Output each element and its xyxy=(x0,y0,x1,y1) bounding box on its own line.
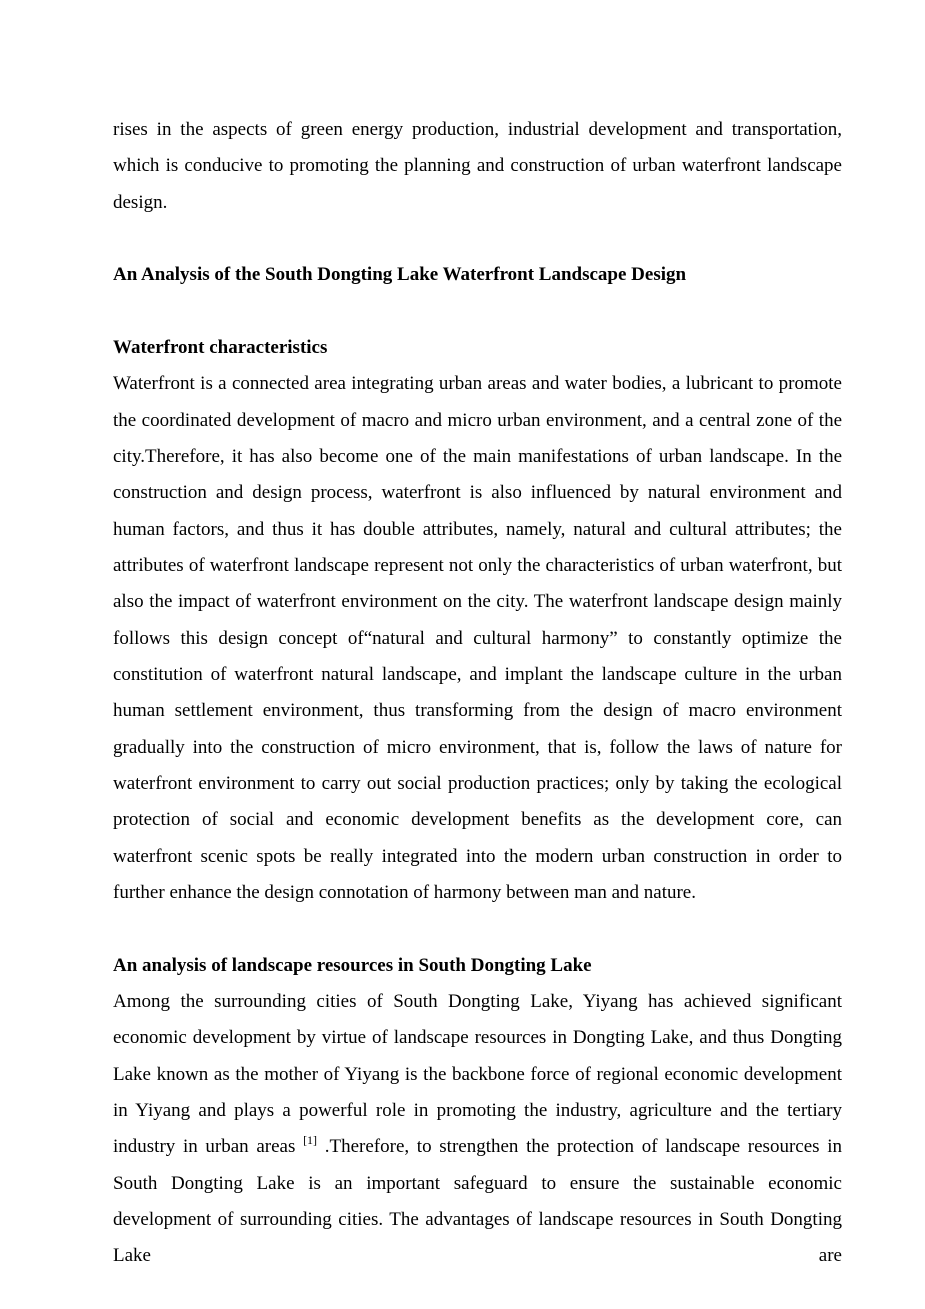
citation-reference-1: [1] xyxy=(303,1133,318,1148)
blank-line xyxy=(113,294,842,330)
page-content xyxy=(113,112,842,1275)
paragraph-landscape-resources xyxy=(113,984,842,1275)
paragraph-waterfront-characteristics: Waterfront is a connected area integrating urban areas and water bodies, a lubricant to promote the coordinated development of macro and micro urban environment, and a central zone of the city.Therefore, it has also become one of the main manifestations of urban landscape. In the construction and design process, waterfront is also influenced by natural environment and human factors, and thus it has double attributes, namely, natural and cultural attributes; the attributes of waterfront landscape represent not only the characteristics of urban waterfront, but also the impact of waterfront environment on the city. The waterfront landscape design mainly follows this design concept of“natural and cultural harmony” to constantly optimize the constitution of waterfront natural landscape, and implant the landscape culture in the urban human settlement environment, thus transforming from the design of macro environment gradually into the construction of micro environment, that is, follow the laws of nature for waterfront environment to carry out social production practices; only by taking the ecological protection of social and economic development benefits as the development core, can waterfront scenic spots be really integrated into the modern urban construction in order to further enhance the design connotation of harmony between man and nature. xyxy=(113,373,842,903)
continuation-paragraph: rises in the aspects of green energy production, industrial development and transportation, which is conducive to promoting the planning and construction of urban waterfront landscape design. xyxy=(113,119,842,213)
blank-line xyxy=(113,221,842,257)
paragraph-text-before-citation: Among the surrounding cities of South Dongting Lake, Yiyang has achieved significant economic development by virtue of landscape resources in Dongting Lake, and thus Dongting Lake known as the mother of Yiyang is the backbone force of regional economic development in Yiyang and plays a powerful role in promoting the industry, agriculture and the tertiary industry in urban areas xyxy=(113,990,842,1158)
subsection-heading-waterfront-characteristics: Waterfront characteristics xyxy=(113,336,328,358)
blank-line xyxy=(113,911,842,947)
main-section-heading: An Analysis of the South Dongting Lake Waterfront Landscape Design xyxy=(113,264,687,286)
paragraph-text-after-citation: .Therefore, to strengthen the protection of landscape resources in South Dongting Lake is an important safeguard to ensure the sustainable economic development of surrounding cities. The advantages of landscape resources in South Dongting Lake are xyxy=(113,1136,842,1267)
subsection-heading-landscape-resources: An analysis of landscape resources in South Dongting Lake xyxy=(113,954,592,976)
